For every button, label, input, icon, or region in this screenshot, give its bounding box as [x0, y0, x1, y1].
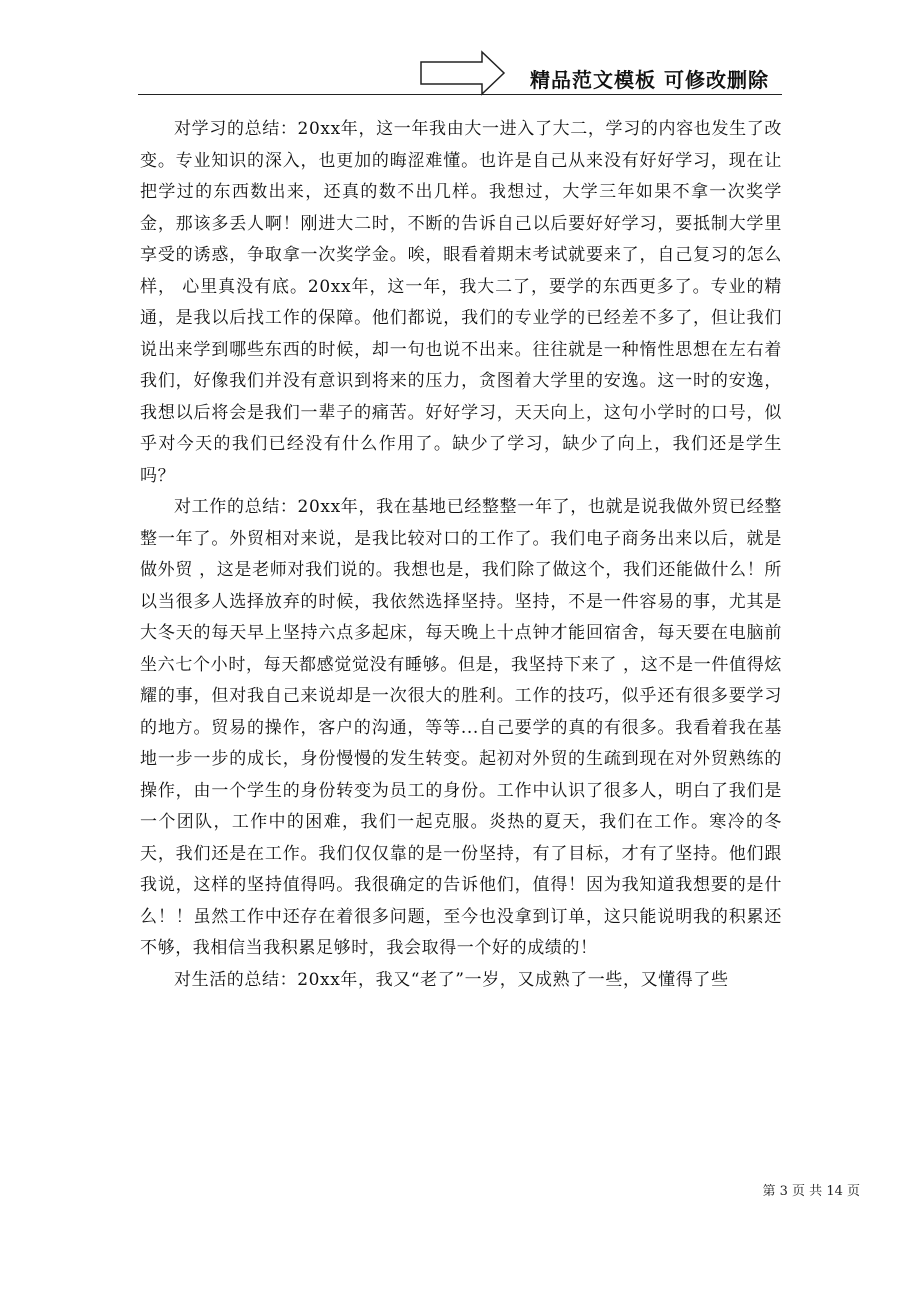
paragraph-work-summary: 对工作的总结：20xx年，我在基地已经整整一年了，也就是说我做外贸已经整整一年了。外贸相对来说，是我比较对口的工作了。我们电子商务出来以后，就是做外贸 ，这是老师对我们说的。我想也是，我们除了做这个，我们还能做什么！所以当很多人选择放弃的时候，我依然选择坚持。坚持，不是一件容易的事，尤其是大冬天的每天早上坚持六点多起床，每天晚上十点钟才能回宿舍，每天要在电脑前坐六七个小时，每天都感觉觉没有睡够。但是，我坚持下来了 ，这不是一件值得炫耀的事，但对我自己来说却是一次很大的胜利。工作的技巧，似乎还有很多要学习的地方。贸易的操作，客户的沟通，等等...自己要学的真的有很多。我看着我在基地一步一步的成长，身份慢慢的发生转变。起初对外贸的生疏到现在对外贸熟练的操作，由一个学生的身份转变为员工的身份。工作中认识了很多人，明白了我们是一个团队，工作中的困难，我们一起克服。炎热的夏天，我们在工作。寒冷的冬天，我们还是在工作。我们仅仅靠的是一份坚持，有了目标，才有了坚持。他们跟我说，这样的坚持值得吗。我很确定的告诉他们，值得！因为我知道我想要的是什么！！虽然工作中还存在着很多问题，至今也没拿到订单，这只能说明我的积累还不够，我相信当我积累足够时，我会取得一个好的成绩的！ [140, 497, 782, 958]
paragraph-study-summary: 对学习的总结：20xx年，这一年我由大一进入了大二，学习的内容也发生了改变。专业知识的深入，也更加的晦涩难懂。也许是自己从来没有好好学习，现在让把学过的东西数出来，还真的数不出几样。我想过，大学三年如果不拿一次奖学金，那该多丢人啊！刚进大二时，不断的告诉自己以后要好好学习，要抵制大学里享受的诱惑，争取拿一次奖学金。唉，眼看着期末考试就要来了，自己复习的怎么样， 心里真没有底。20xx年，这一年，我大二了，要学的东西更多了。专业的精通，是我以后找工作的保障。他们都说，我们的专业学的已经差不多了，但让我们说出来学到哪些东西的时候，却一句也说不出来。往往就是一种惰性思想在左右着我们，好像我们并没有意识到将来的压力，贪图着大学里的安逸。这一时的安逸，我想以后将会是我们一辈子的痛苦。好好学习，天天向上，这句小学时的口号，似乎对今天的我们已经没有什么作用了。缺少了学习，缺少了向上，我们还是学生吗？ [140, 119, 782, 486]
arrow-right-icon [420, 50, 506, 96]
paragraph-life-summary: 对生活的总结：20xx年，我又“老了”一岁，又成熟了一些，又懂得了些 [174, 969, 729, 990]
header-divider [138, 94, 782, 95]
document-body [140, 114, 782, 996]
page-number: 第 3 页 共 14 页 [762, 1184, 860, 1199]
header-title: 精品范文模板 可修改删除 [530, 68, 769, 92]
page-header [0, 0, 920, 100]
